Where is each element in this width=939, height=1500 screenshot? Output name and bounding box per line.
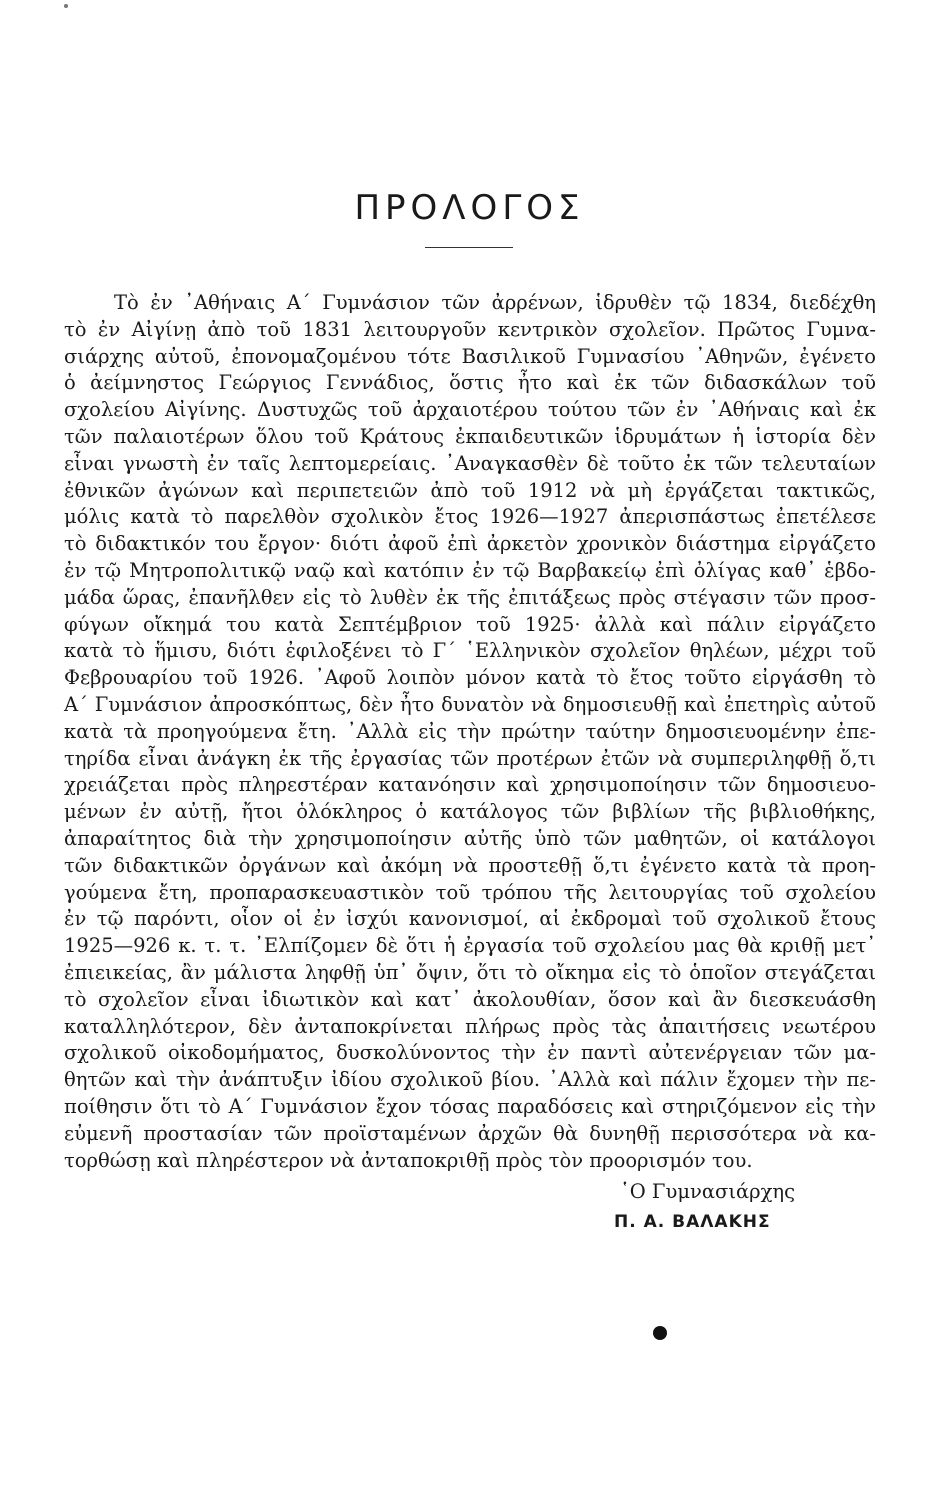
body-line: σχολικοῦ οἰκοδομήματος, δυσκολύνοντος τὴν ἐν παντὶ αὐτενέργειαν τῶν μα- [64, 1041, 876, 1065]
prologue-body [64, 290, 876, 1174]
body-line: ὁ ἀείμνηστος Γεώργιος Γεννάδιος, ὅστις ἦτο καὶ ἐκ τῶν διδασκάλων τοῦ [64, 371, 876, 395]
body-line: εὐμενῆ προστασίαν τῶν προϊσταμένων ἀρχῶν θὰ δυνηθῇ περισσότερα νὰ κα- [64, 1121, 876, 1145]
page-title: ΠΡΟΛΟΓΟΣ [354, 188, 585, 228]
body-line: Φεβρουαρίου τοῦ 1926. ᾿Αφοῦ λοιπὸν μόνον κατὰ τὸ ἔτος τοῦτο εἰργάσθη τὸ [64, 666, 876, 690]
body-line: χρειάζεται πρὸς πληρεστέραν κατανόησιν καὶ χρησιμοποίησιν τῶν δημοσιευο- [64, 773, 876, 797]
body-line: τῶν διδακτικῶν ὀργάνων καὶ ἀκόμη νὰ προστεθῇ ὅ,τι ἐγένετο κατὰ τὰ προη- [64, 853, 876, 877]
body-line: σιάρχης αὐτοῦ, ἐπονομαζομένου τότε Βασιλικοῦ Γυμνασίου ᾿Αθηνῶν, ἐγένετο [64, 344, 876, 368]
body-line: τὸ διδακτικόν του ἔργον· διότι ἀφοῦ ἐπὶ ἀρκετὸν χρονικὸν διάστημα εἰργάζετο [64, 532, 876, 556]
body-line: κατὰ τὸ ἥμισυ, διότι ἐφιλοξένει τὸ Γ΄ ῾Ελληνικὸν σχολεῖον θηλέων, μέχρι τοῦ [64, 639, 876, 663]
body-line: ἐπιεικείας, ἂν μάλιστα ληφθῇ ὑπ᾿ ὄψιν, ὅτι τὸ οἴκημα εἰς τὸ ὁποῖον στεγάζεται [64, 960, 876, 984]
body-line: μάδα ὥρας, ἐπανῆλθεν εἰς τὸ λυθὲν ἐκ τῆς ἐπιτάξεως πρὸς στέγασιν τῶν προσ- [64, 585, 876, 609]
body-line: 1925—926 κ. τ. τ. ᾿Ελπίζομεν δὲ ὅτι ἡ ἐργασία τοῦ σχολείου μας θὰ κριθῇ μετ᾿ [64, 934, 876, 958]
body-line: σχολείου Αἰγίνης. Δυστυχῶς τοῦ ἀρχαιοτέρου τούτου τῶν ἐν ᾿Αθήναις καὶ ἐκ [64, 398, 876, 422]
body-line: Α΄ Γυμνάσιον ἀπροσκόπτως, δὲν ἦτο δυνατὸν νὰ δημοσιευθῇ καὶ ἐπετηρὶς αὐτοῦ [64, 692, 876, 716]
body-line: γούμενα ἔτη, προπαρασκευαστικὸν τοῦ τρόπου τῆς λειτουργίας τοῦ σχολείου [64, 880, 876, 904]
body-line: μόλις κατὰ τὸ παρελθὸν σχολικὸν ἔτος 1926—1927 ἀπερισπάστως ἐπετέλεσε [64, 505, 876, 529]
body-line: τορθώσῃ καὶ πληρέστερον νὰ ἀνταποκριθῇ πρὸς τὸν προορισμόν του. [64, 1148, 753, 1172]
body-line: ποίθησιν ὅτι τὸ Α΄ Γυμνάσιον ἔχον τόσας παραδόσεις καὶ στηριζόμενον εἰς τὴν [64, 1094, 876, 1118]
body-line: εἶναι γνωστὴ ἐν ταῖς λεπτομερείαις. ᾿Αναγκασθὲν δὲ τοῦτο ἐκ τῶν τελευταίων [64, 451, 876, 475]
body-line: Τὸ ἐν ᾿Αθήναις Α΄ Γυμνάσιον τῶν ἀρρένων, ἱδρυθὲν τῷ 1834, διεδέχθη [114, 291, 876, 314]
body-line: τηρίδα εἶναι ἀνάγκη ἐκ τῆς ἐργασίας τῶν προτέρων ἐτῶν νὰ συμπεριληφθῇ ὅ,τι [64, 746, 876, 770]
body-line: τὸ σχολεῖον εἶναι ἰδιωτικὸν καὶ κατ᾿ ἀκολουθίαν, ὅσον καὶ ἂν διεσκευάσθη [64, 987, 876, 1011]
print-speck [64, 4, 68, 8]
body-line: ἐν τῷ παρόντι, οἷον οἱ ἐν ἰσχύι κανονισμοί, αἱ ἐκδρομαὶ τοῦ σχολικοῦ ἔτους [64, 907, 876, 931]
ink-dot [653, 1326, 667, 1340]
body-line: καταλληλότερον, δὲν ἀνταποκρίνεται πλήρως πρὸς τὰς ἀπαιτήσεις νεωτέρου [64, 1014, 876, 1038]
title-rule [425, 247, 513, 248]
body-line: ἐθνικῶν ἀγώνων καὶ περιπετειῶν ἀπὸ τοῦ 1912 νὰ μὴ ἐργάζεται τακτικῶς, [64, 478, 876, 502]
body-line: θητῶν καὶ τὴν ἀνάπτυξιν ἰδίου σχολικοῦ βίου. ᾿Αλλὰ καὶ πάλιν ἔχομεν τὴν πε- [64, 1068, 876, 1092]
body-line: μένων ἐν αὐτῇ, ἤτοι ὁλόκληρος ὁ κατάλογος τῶν βιβλίων τῆς βιβλιοθήκης, [64, 800, 876, 824]
body-line: κατὰ τὰ προηγούμενα ἔτη. ᾿Αλλὰ εἰς τὴν πρώτην ταύτην δημοσιευομένην ἐπε- [64, 719, 876, 743]
body-line: τὸ ἐν Αἰγίνῃ ἀπὸ τοῦ 1831 λειτουργοῦν κεντρικὸν σχολεῖον. Πρῶτος Γυμνα- [64, 317, 876, 341]
body-line: ἀπαραίτητος διὰ τὴν χρησιμοποίησιν αὐτῆς ὑπὸ τῶν μαθητῶν, οἱ κατάλογοι [64, 826, 876, 850]
signature-title: ῾Ο Γυμνασιάρχης [620, 1180, 796, 1203]
body-line: φύγων οἴκημά του κατὰ Σεπτέμβριον τοῦ 1925· ἀλλὰ καὶ πάλιν εἰργάζετο [64, 612, 876, 636]
body-line: ἐν τῷ Μητροπολιτικῷ ναῷ καὶ κατόπιν ἐν τῷ Βαρβακείῳ ἐπὶ ὀλίγας καθ᾿ ἑβδο- [64, 558, 876, 582]
signature-name: Π. Α. ΒΑΛΑΚΗΣ [614, 1212, 771, 1232]
body-line: τῶν παλαιοτέρων ὅλου τοῦ Κράτους ἐκπαιδευτικῶν ἱδρυμάτων ἡ ἱστορία δὲν [64, 424, 876, 448]
